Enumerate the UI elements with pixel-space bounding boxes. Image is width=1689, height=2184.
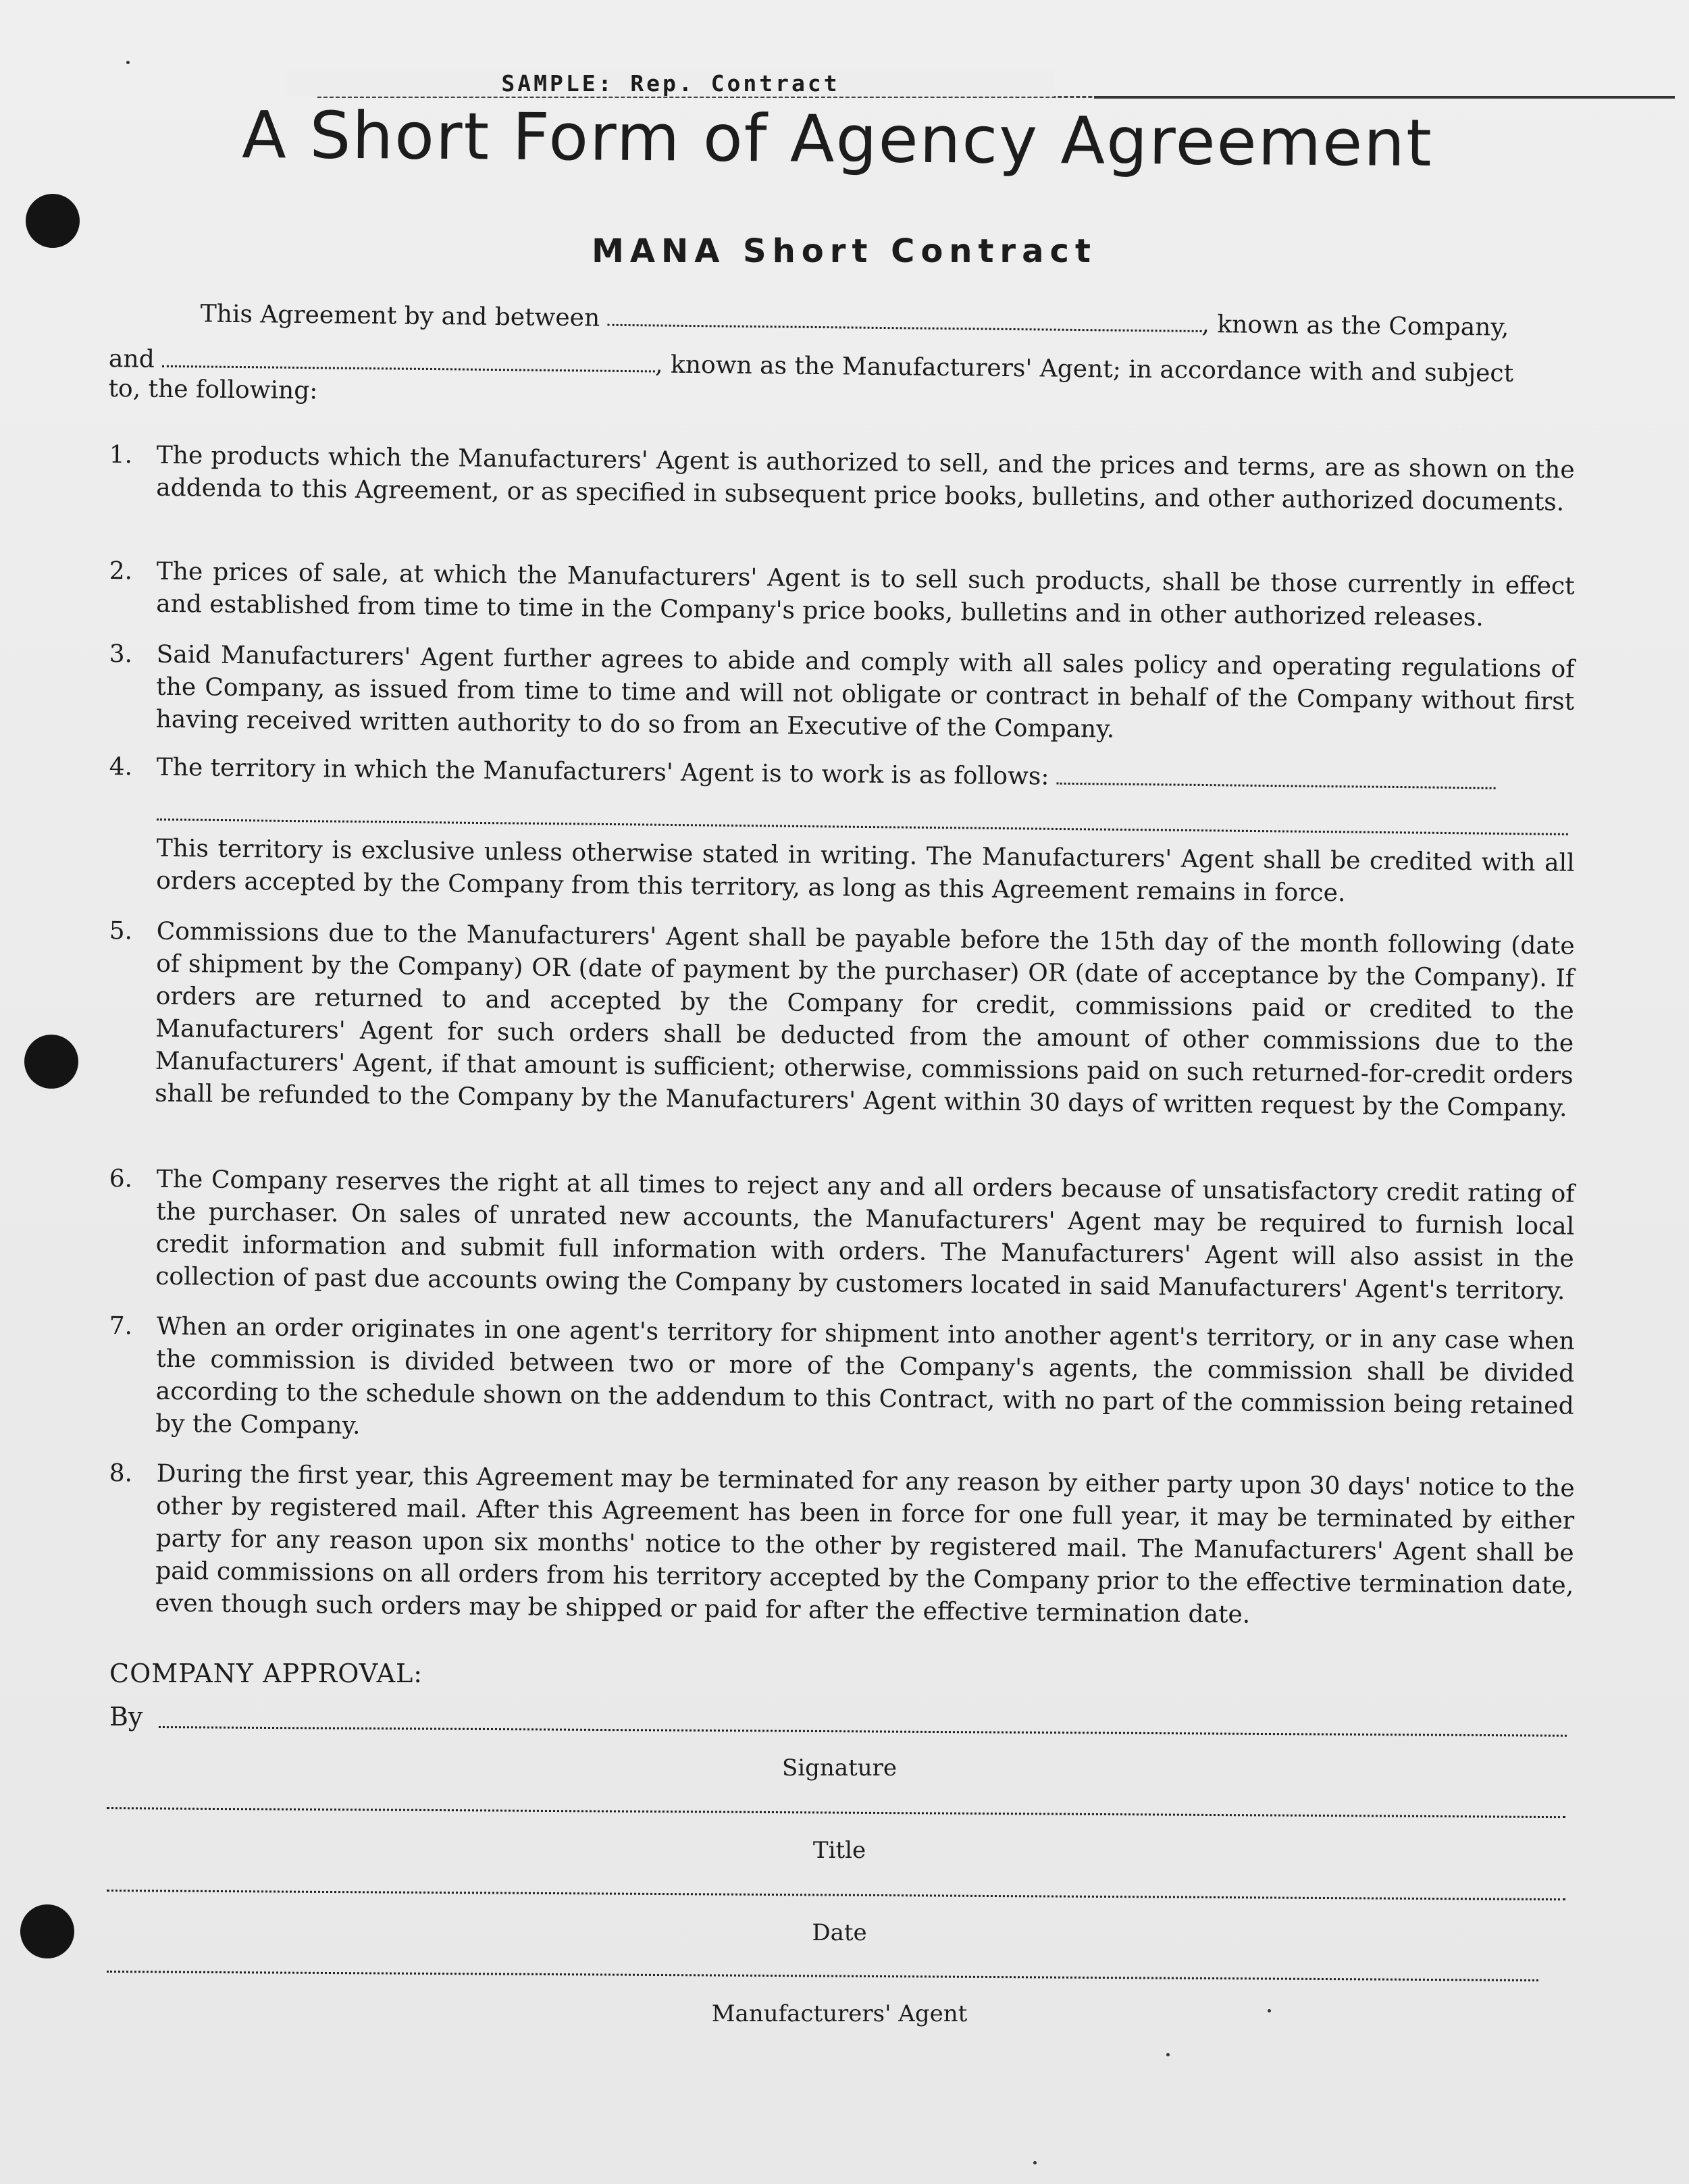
clause-number: 5. (109, 916, 133, 945)
clause-number: 6. (109, 1164, 133, 1193)
territory-blank (1057, 783, 1496, 789)
by-label: By (109, 1702, 143, 1732)
clause-number: 8. (109, 1459, 133, 1488)
scan-speck (1033, 2161, 1037, 2164)
clause-text: The prices of sale, at which the Manufacturers' Agent is to sell such products, shall be those currently in effect and established from time to time in the Company's price books, bulletins and in other authorized releases. (156, 557, 1575, 632)
clause-text: The products which the Manufacturers' Agent is authorized to sell, and the prices and terms, are as shown on the addenda to this Agreement, or as specified in subsequent price books, bulletins, and other authorized documents. (156, 441, 1575, 517)
intro-paragraph (108, 297, 1575, 421)
signature-caption: Signature (781, 1754, 898, 1782)
intro-line1-end: , known as the Company, (1201, 310, 1509, 342)
clause-number: 7. (109, 1311, 133, 1341)
intro-line2-start: and (108, 344, 155, 373)
clause-number: 3. (109, 640, 133, 669)
clause-text: When an order originates in one agent's territory for shipment into another agent's territory, or in any case when the commission is divided between two or more of the Company's agents, the commission shall be divided according to the schedule shown on the addendum to this Contract, with no part of the commission being retained by the Company. (155, 1312, 1575, 1440)
intro-line2-end: , known as the Manufacturers' Agent; in accordance with and subject (654, 350, 1514, 388)
intro-line3: to, the following: (108, 374, 318, 405)
clause-text: During the first year, this Agreement may be terminated for any reason by either party upon 30 days' notice to the other by registered mail. After this Agreement has been in force for one full year, it may be terminated by either party for any reason upon six months' notice to the other by registered mail. The Manufacturers' Agent shall be paid commissions on all orders from his territory accepted by the Company prior to the effective termination date, even though such orders may be shipped or paid for after the effective termination date. (155, 1459, 1575, 1629)
clause-number: 1. (109, 440, 133, 469)
clause-text: This territory is exclusive unless otherwise stated in writing. The Manufacturers' Agent shall be credited with all orders accepted by the Company from this territory, as long as this Agreement remains in force. (156, 834, 1575, 908)
document-subtitle: MANA Short Contract (592, 232, 1097, 270)
clause-text: The Company reserves the right at all times to reject any and all orders because of unsatisfactory credit rating of the purchaser. On sales of unrated new accounts, the Manufacturers' Agent may be required to furnish local credit information and submit full information with orders. The Manufacturers' Agent will also assist in the collection of past due accounts owing the Company by customers located in said Manufacturers' Agent's territory. (155, 1165, 1575, 1305)
scan-speck (1166, 2053, 1170, 2056)
scan-speck (126, 61, 130, 64)
clause-number: 2. (109, 556, 133, 586)
clause-number: 4. (109, 752, 133, 781)
date-caption: Date (812, 1919, 867, 1946)
document-title: A Short Form of Agency Agreement (241, 97, 1434, 182)
clause-text: The territory in which the Manufacturers' Agent is to work is as follows: (156, 753, 1049, 791)
sample-label: SAMPLE: Rep. Contract (287, 70, 1054, 97)
intro-line1-start: This Agreement by and between (200, 300, 600, 332)
clause-text: Said Manufacturers' Agent further agrees to abide and comply with all sales policy and operating regulations of the Company, as issued from time to time and will not obligate or contract in behalf of the Company without first having received written authority to do so from an Executive of the Company. (155, 640, 1575, 744)
company-approval-label: COMPANY APPROVAL: (109, 1659, 423, 1688)
title-caption: Title (812, 1837, 866, 1864)
punch-hole-middle (24, 1035, 78, 1089)
punch-hole-top (26, 194, 80, 248)
company-name-blank (607, 324, 1201, 332)
agent-name-blank (162, 365, 655, 373)
scan-speck (1268, 2009, 1271, 2012)
manufacturers-agent-caption: Manufacturers' Agent (711, 2000, 968, 2027)
clause-text: Commissions due to the Manufacturers' Agent shall be payable before the 15th day of the month following (date of shipment by the Company) OR (date of payment by the purchaser) OR (date of acceptance by the Company). If orders are returned to and accepted by the Company for credit, commissions paid or credited to the Manufacturers' Agent for such orders shall be deducted from the amount of other commissions due to the Manufacturers' Agent, if that amount is sufficient; otherwise, commissions paid on such returned-for-credit orders shall be refunded to the Company by the Manufacturers' Agent within 30 days of written request by the Company. (155, 917, 1575, 1122)
punch-hole-bottom (20, 1904, 74, 1958)
